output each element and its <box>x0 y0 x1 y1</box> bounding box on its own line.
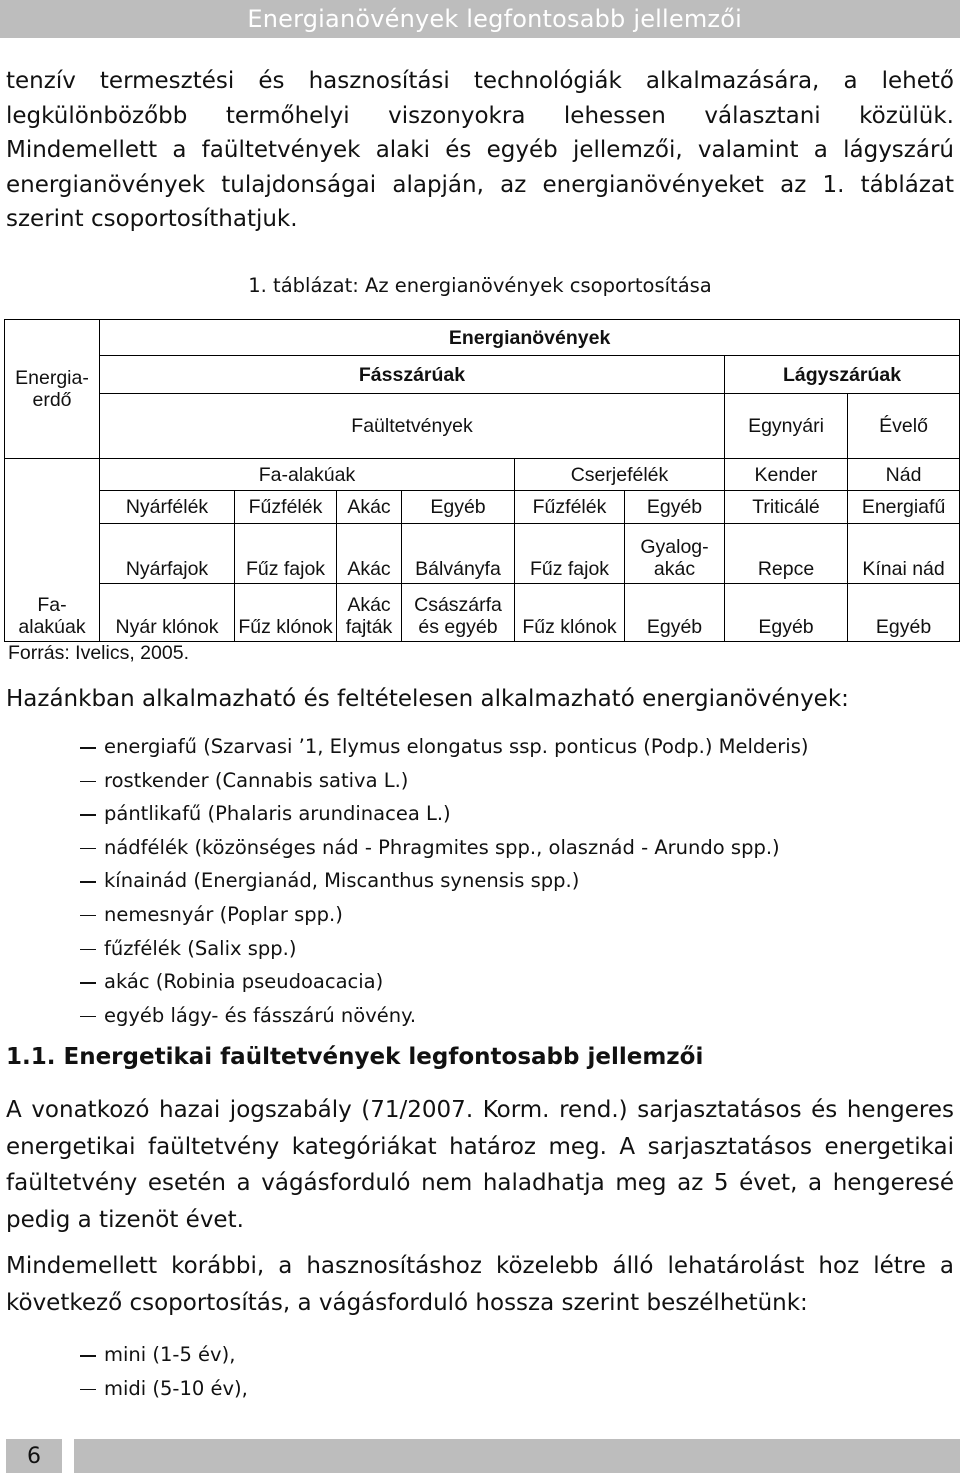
paragraph: A vonatkozó hazai jogszabály (71/2007. Korm. rend.) sarjasztatásos és hengeres energetikai faültetvény kategóriákat határoz meg. A sarjasztatásos energetikai faültetvény esetén a vágásforduló nem haladhatja meg az 5 évet, a hengeresé pedig a tizenöt évet. <box>6 1097 954 1233</box>
table-cell: Egyéb <box>402 491 515 524</box>
list-heading: Hazánkban alkalmazható és feltételesen alkalmazható energianövények: <box>6 686 849 712</box>
tree-form-header: Fa-alakúak <box>100 459 515 491</box>
section-title: 1.1. Energetikai faültetvények legfontosabb jellemzői <box>6 1044 704 1070</box>
page-footer <box>74 1439 960 1473</box>
page-header <box>0 0 960 38</box>
list-item: midi (5-10 év), <box>80 1372 248 1406</box>
plantations-header: Faültetvények <box>100 394 725 459</box>
table-cell: Egyéb <box>725 584 848 642</box>
list-item: nádfélék (közönséges nád - Phragmites spp., olasznád - Arundo spp.) <box>80 831 808 865</box>
perennial-header: Évelő <box>848 394 960 459</box>
table-cell: Kínai nád <box>848 524 960 584</box>
herbaceous-header: Lágyszárúak <box>725 356 960 394</box>
plant-list <box>80 730 808 1032</box>
tree-form-left-cell: Fa-alakúak <box>5 459 100 642</box>
table-cell: Repce <box>725 524 848 584</box>
table-cell: Fűzfélék <box>235 491 337 524</box>
table-cell: Gyalog-akác <box>625 524 725 584</box>
table-cell: Egyéb <box>625 584 725 642</box>
table-cell: Fűz fajok <box>235 524 337 584</box>
table-caption: 1. táblázat: Az energianövények csoportosítása <box>248 274 712 297</box>
list-item: akác (Robinia pseudoacacia) <box>80 965 808 999</box>
energy-plants-header: Energianövények <box>100 320 960 356</box>
table-cell: Akác <box>337 524 402 584</box>
header-title: Energianövények legfontosabb jellemzői <box>247 5 742 33</box>
table-cell: Fűz fajok <box>515 524 625 584</box>
page-number: 6 <box>6 1439 62 1473</box>
table-cell: Akác fajták <box>337 584 402 642</box>
list-item: mini (1-5 év), <box>80 1338 248 1372</box>
list-item: egyéb lágy- és fásszárú növény. <box>80 999 808 1033</box>
intro-paragraph: tenzív termesztési és hasznosítási technológiák alkalmazására, a lehető legkülönbözőbb termőhelyi viszonyokra lehessen választani közülük. Mindemellett a faültetvények alaki és egyéb jellemzői, valamint a lágyszárú energianövények tulajdonságai alapján, az energianövényeket az 1. táblázat szerint csoportosíthatjuk. <box>6 68 954 232</box>
table-cell: Akác <box>337 491 402 524</box>
table-cell: Nyár klónok <box>100 584 235 642</box>
table-cell: Fűz klónok <box>235 584 337 642</box>
table-cell: Fűzfélék <box>515 491 625 524</box>
list-item: nemesnyár (Poplar spp.) <box>80 898 808 932</box>
table-cell: Fűz klónok <box>515 584 625 642</box>
table-cell: Nyárfélék <box>100 491 235 524</box>
table-cell: Bálványfa <box>402 524 515 584</box>
classification-table <box>4 319 960 642</box>
paragraph: Mindemellett korábbi, a hasznosításhoz közelebb álló lehatárolást hoz létre a következő csoportosítás, a vágásforduló hossza szerint beszélhetünk: <box>6 1253 954 1316</box>
table-cell: Energiafű <box>848 491 960 524</box>
list-item: fűzfélék (Salix spp.) <box>80 932 808 966</box>
list-item: kínainád (Energianád, Miscanthus synensis spp.) <box>80 864 808 898</box>
hemp-header: Kender <box>725 459 848 491</box>
annual-header: Egynyári <box>725 394 848 459</box>
reed-header: Nád <box>848 459 960 491</box>
rotation-list <box>80 1338 248 1405</box>
list-item: energiafű (Szarvasi ’1, Elymus elongatus ssp. ponticus (Podp.) Melderis) <box>80 730 808 764</box>
energy-forest-cell: Energia-erdő <box>5 320 100 459</box>
list-item: pántlikafű (Phalaris arundinacea L.) <box>80 797 808 831</box>
list-item: rostkender (Cannabis sativa L.) <box>80 764 808 798</box>
table-cell: Császárfa és egyéb <box>402 584 515 642</box>
shrub-header: Cserjefélék <box>515 459 725 491</box>
table-cell: Triticálé <box>725 491 848 524</box>
woody-header: Fásszárúak <box>100 356 725 394</box>
table-cell: Egyéb <box>848 584 960 642</box>
table-cell: Nyárfajok <box>100 524 235 584</box>
table-source: Forrás: Ivelics, 2005. <box>8 642 189 664</box>
table-cell: Egyéb <box>625 491 725 524</box>
